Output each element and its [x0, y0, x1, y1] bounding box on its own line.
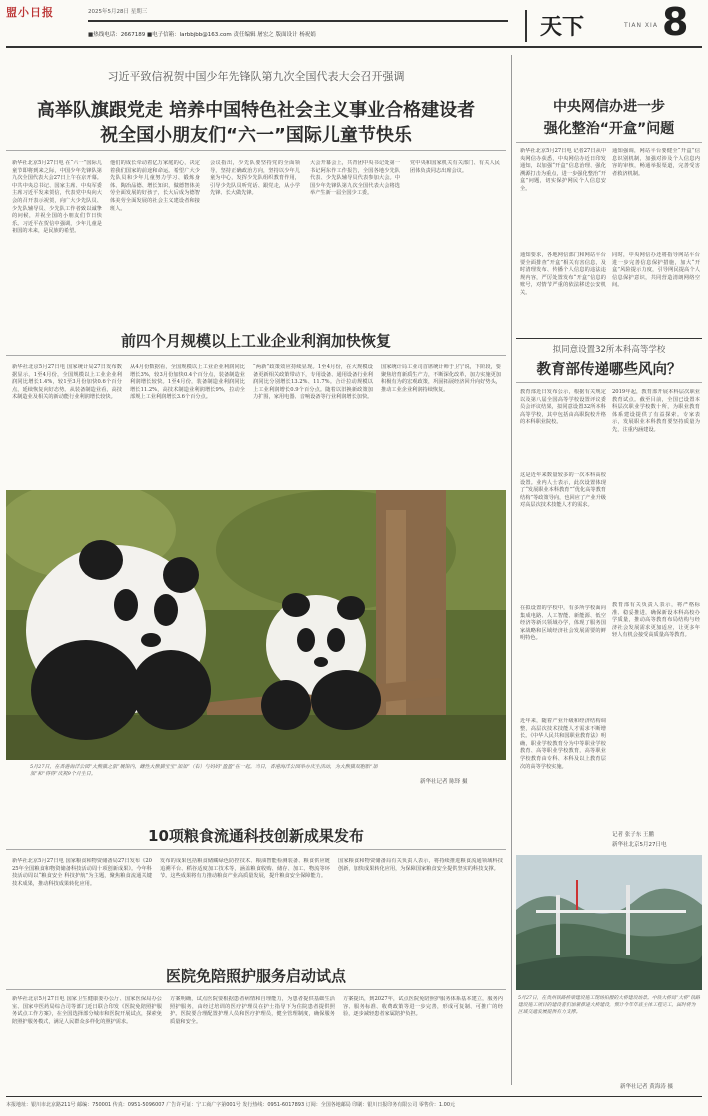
sidebar1-headline-1: 中央网信办进一步	[553, 99, 665, 115]
bridge-photo	[516, 855, 702, 990]
grain-col-1: 新华社北京5月27日电 国家粮食和物资储备局27日发布《2025年全国粮食和物资储备科技活动周十项创新成果》。今年科技活动周以“粮食安全 科技护航”为主题，聚焦粮食流通关键技术成果，推动科技成果转化应用。	[12, 858, 152, 887]
sidebar2-headline: 教育部传递哪些风向？	[536, 362, 682, 378]
grain-col-3: 国家粮食和物资储备局有关负责人表示，将持续推进粮食流通领域科技创新，加快成果转化应用，为保障国家粮食安全提供坚实的科技支撑。	[338, 858, 503, 872]
industry-col-4: 国家统计局工业司首席统计师于卫宁说，下阶段，要聚焦培育新质生产力，不断深化改革，加力实施更加积极有为的宏观政策，巩固拓展经济回升向好势头，推动工业企业利润持续恢复。	[381, 364, 501, 393]
bridge-credit: 新华社记者 黄海涛 摄	[620, 1084, 673, 1090]
lead-rule	[6, 150, 506, 151]
masthead-rule	[88, 20, 508, 22]
industry-col-3: “两新”政策效应持续显现。1至4月份，在大规模设备更新相关政策带动下，专用设备、通用设备行业利润同比分别增长13.2%、11.7%。合计拉动规模以上工业利润增长0.9个百分点。随着以旧换新政策加力扩围，家用电器、音响设备等行业利润增长加快。	[253, 364, 373, 401]
bridge-photo-image	[516, 855, 702, 990]
panda-photo-image	[6, 490, 506, 760]
industry-col-2: 从4月份数据看，全国规模以上工业企业利润同比增长3%，较3月份加快0.4个百分点，装备制造业利润增长较快。1至4月份，装备制造业利润同比增长11.2%，高技术制造业利润增长9%，拉动全部规上工业利润增长3.6个百分点。	[130, 364, 245, 401]
page-number: 8	[662, 0, 689, 44]
sidebar2-kicker: 拟同意设置32所本科高等学校	[552, 345, 666, 355]
panda-photo	[6, 490, 506, 760]
masthead-date: 2025年5月28日 星期三	[88, 9, 148, 15]
medical-col-1: 新华社北京5月27日电 国家卫生健康委办公厅、国家医保局办公室、国家中医药局综合司等部门近日联合印发《医院免陪照护服务试点工作方案》，在全国选择部分城市和医院开展试点，探索免陪照护服务模式，满足人民群众多样化的照护需求。	[12, 996, 162, 1025]
sidebar2-col-1d: 近年来，随着产业升级和经济结构调整，高层次技术技能人才需求不断增长。《中华人民共和国职业教育法》明确，职业学校教育分为中等职业学校教育、高等职业学校教育，高等职业学校教育由专科、本科及以上教育层次的高等学校实施。	[520, 718, 606, 770]
lead-col-3: 会议指出，少先队要坚持党的全面领导，坚持正确政治方向，坚持以少年儿童为中心，发挥少先队组织教育作用，引导少先队员听党话、跟党走，从小学先锋、长大做先锋。	[210, 160, 300, 197]
lead-col-5: 党中央和国家机关有关部门、有关人民团体负责同志出席会议。	[410, 160, 500, 174]
section-name-en: TIAN XIA	[624, 22, 658, 29]
footer-rule	[6, 1096, 702, 1097]
column-divider	[511, 55, 512, 1085]
panda-credit: 新华社记者 陈铎 摄	[420, 779, 468, 785]
sidebar2-col-1b: 这是近年来数量较多的一次本科高校设置。业内人士表示，此次设置体现了“发展职业本科教育”“优化高等教育结构”等政策导向，也回应了产业升级对高层次技术技能人才的需求。	[520, 472, 606, 509]
grain-col-2: 发布的成果包括粮食储藏绿色防控技术、粮油智能检测装备、粮食供应链追溯平台、稻谷适度加工技术等，涵盖粮食收购、储存、加工、物流等环节。这些成果将有力推动粮食产业高质量发展，提升粮食安全保障能力。	[160, 858, 330, 880]
sidebar2-top-rule	[516, 338, 702, 339]
industry-headline: 前四个月规模以上工业企业利润加快恢复	[120, 332, 391, 350]
medical-rule	[6, 989, 506, 990]
medical-col-3: 方案提出，到2027年，试点医院免陪照护服务体系基本建立，服务内容、服务标准、收费政策等进一步完善，形成可复制、可推广的经验，逐步减轻患者家属陪护负担。	[343, 996, 503, 1018]
section-name: 天下	[540, 15, 585, 40]
panda-caption: 5月27日，在香港海洋公园“大熊猫之旅”展馆内，雌性大熊猫宝宝“加加”（右）与妈妈“盈盈”在一起。当日，香港海洋公园举办庆生活动，为大熊猫双胞胎“加加”和“得得”庆祝9个月生日。	[30, 764, 378, 777]
sidebar2-col-2b: 教育部有关负责人表示，将严格标准、稳妥推进，确保新设本科高校办学质量，推动高等教育布局结构与经济社会发展需求更加适应，让更多年轻人有机会接受高质量高等教育。	[612, 602, 700, 639]
footer-text: 本报地址：银川市北京路211号 邮编：750001 传真：0951-5096007 广告许可证：宁工商广字第001号 发行热线：0951-6017893 订阅：全国各地邮局 印刷：银川日报印务有限公司 零售价：1.00元	[6, 1102, 456, 1108]
sidebar2-byline: 记者 张子东 王鹏	[612, 832, 654, 838]
industry-rule	[6, 355, 506, 356]
sidebar1-col-1b: 通知要求，各地网信部门和网站平台要全面排查“开盒”相关有害信息，及时清理发布、传播个人信息的违法违规内容，严厉处置发布“开盒”信息的账号，对情节严重的依法移送公安机关。	[520, 252, 606, 296]
masthead-contacts: ■热线电话：2667189 ■电子信箱：larbbjbb@163.com 责任编辑 屠宏之 版面设计 杨祝娟	[88, 32, 316, 38]
lead-col-4: 大会开幕会上，共青团中央书记处第一书记阿东作工作报告，全国各地少先队代表、少先队辅导员代表参加大会。中国少年先锋队第九次全国代表大会将选举产生新一届全国少工委。	[310, 160, 400, 197]
sidebar1-col-2: 通知强调，网站平台要健全“开盒”信息识别机制，加强对涉及个人信息内容的审核，畅通举报渠道，完善受害者救济机制。	[612, 148, 700, 177]
sidebar1-headline-2: 强化整治“开盒”问题	[543, 121, 675, 137]
industry-col-1: 新华社北京5月27日电 国家统计局27日发布数据显示，1至4月份，全国规模以上工业企业利润同比增长1.4%，较1至3月份加快0.6个百分点，延续恢复向好态势。从装备制造业看，高技术制造业及相关的新动能行业利润增长较快。	[12, 364, 122, 401]
lead-headline-1: 高举队旗跟党走 培养中国特色社会主义事业合格建设者	[36, 100, 476, 121]
sidebar1-col-2b: 同时，中央网信办还将指导网站平台进一步完善信息保护措施，加大“开盒”风险提示力度，引导网民提高个人信息保护意识，共同营造清朗网络空间。	[612, 252, 700, 289]
sidebar1-col-1: 新华社北京5月27日电 记者27日从中央网信办获悉，中央网信办近日印发通知，以加强“开盒”信息治理、强化溯源打击为重点，进一步强化整治“开盒”问题，切实保护网民个人信息安全。	[520, 148, 606, 192]
sidebar2-col-1a: 教育部近日发布公示，根据有关规定以及第八届全国高等学校设置评议委员会评议结果，拟同意设置32所本科高等学校，其中包括由高职院校升格的本科职业院校。	[520, 389, 606, 426]
sidebar1-rule	[516, 142, 702, 143]
lead-col-1: 新华社北京5月27日电 在“六一”国际儿童节即将到来之际，中国少年先锋队第九次全国代表大会27日上午在京开幕。中共中央总书记、国家主席、中央军委主席习近平发来贺信，代表党中央向大会的召开表示祝贺，向广大少先队员、少先队辅导员、少先队工作者致以诚挚的问候，并祝全国的小朋友们节日快乐。习近平在贺信中强调，少年儿童是祖国的未来，是民族的希望。	[12, 160, 102, 235]
sidebar2-rule	[516, 382, 702, 383]
bridge-caption: 5月27日，在贵州铁路桥梁建设施工现场拍摄的大桥建设场景。中铁大桥局“大桥”铁路建设施工项目的建设者们加紧推进大桥建设，预计今年年底主体工程完工，届时将为区域交通发展提供有力支撑。	[518, 996, 700, 1015]
lead-kicker: 习近平致信祝贺中国少年先锋队第九次全国代表大会召开强调	[107, 70, 405, 83]
medical-headline: 医院免陪照护服务启动试点	[165, 967, 346, 985]
grain-headline: 10项粮食流通科技创新成果发布	[148, 827, 364, 845]
lead-col-2: 他们的成长牵动着亿万家庭的心，决定着我们国家的前途和命运。希望广大少先队员和少年儿童努力学习、锻炼身体、陶冶品德、增长知识，做德智体美劳全面发展的好孩子，长大后成为德智体美劳全面发展的社会主义建设者和接班人。	[110, 160, 200, 212]
sidebar2-col-2a: 2019年起，教育部开展本科层次职业教育试点。截至目前，全国已设置本科层次职业学校数十所，为职业教育体系建设提供了有益探索。专家表示，发展职业本科教育要坚持质量为先，注重内涵建设。	[612, 389, 700, 433]
medical-col-2: 方案明确，试点医院要根据患者病情和自理能力，为患者提供基础生活照护服务，由经过培训的医疗护理员在护士指导下为住院患者提供照护。医院要合理配置护理人员和医疗护理员，健全管理制度，确保服务质量和安全。	[170, 996, 335, 1025]
sidebar2-col-1c: 在拟设置的学校中，有多所学校面向集成电路、人工智能、新能源、低空经济等新兴领域办学，体现了服务国家战略和区域经济社会发展需要的鲜明特色。	[520, 605, 606, 642]
sidebar2-dateline: 新华社北京5月27日电	[612, 842, 667, 848]
lead-headline-2: 祝全国小朋友们“六一”国际儿童节快乐	[100, 125, 412, 146]
grain-rule	[6, 849, 506, 850]
section-divider	[525, 10, 527, 42]
masthead-logo: 盟小日报	[6, 6, 54, 19]
header-rule	[6, 46, 702, 48]
